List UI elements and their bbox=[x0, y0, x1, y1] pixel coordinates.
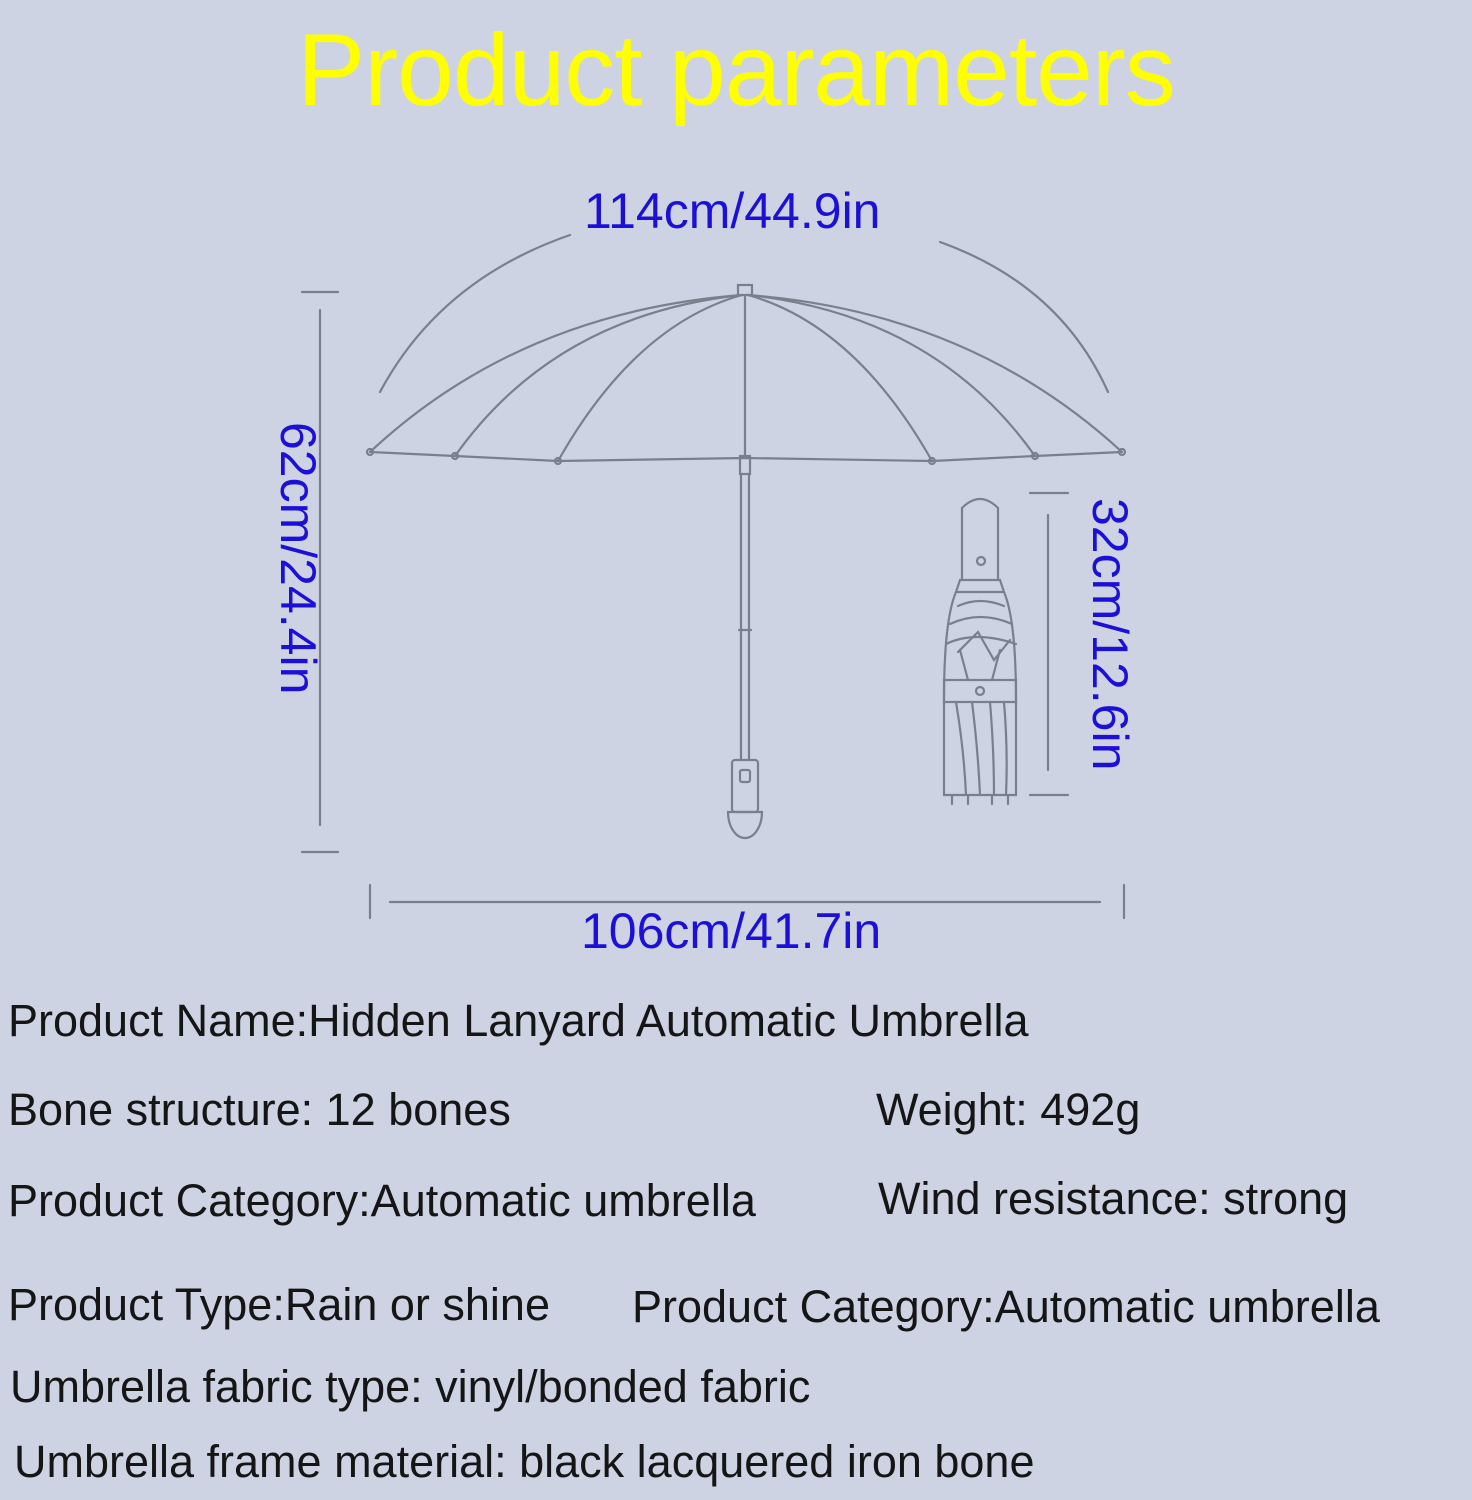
folded-fold bbox=[950, 617, 1012, 624]
folded-fold bbox=[1004, 702, 1007, 795]
canopy-arc-label: 114cm/44.9in bbox=[584, 183, 881, 239]
spec-wind-resistance: Wind resistance: strong bbox=[878, 1173, 1349, 1224]
spec-bone-structure: Bone structure: 12 bones bbox=[8, 1084, 511, 1135]
page-title: Product parameters bbox=[297, 13, 1175, 127]
folded-fold bbox=[956, 702, 966, 795]
canopy-rib bbox=[748, 295, 932, 461]
spec-product-category-2: Product Category:Automatic umbrella bbox=[632, 1281, 1380, 1332]
handle-knob bbox=[728, 812, 762, 838]
open-umbrella bbox=[367, 285, 1125, 838]
folded-umbrella bbox=[944, 499, 1016, 804]
canopy-arc-dimension-right bbox=[940, 242, 1108, 392]
folded-fold bbox=[990, 702, 994, 795]
umbrella-handle bbox=[732, 760, 758, 812]
canopy-rib bbox=[455, 295, 742, 456]
folded-fold bbox=[960, 650, 1000, 680]
folded-length-label: 32cm/12.6in bbox=[1082, 498, 1138, 771]
folded-strap bbox=[944, 680, 1016, 702]
spec-product-category: Product Category:Automatic umbrella bbox=[8, 1175, 756, 1226]
canopy-rib bbox=[748, 295, 1035, 456]
folded-strap-button bbox=[976, 687, 984, 695]
spec-weight: Weight: 492g bbox=[876, 1084, 1141, 1135]
open-width-label: 106cm/41.7in bbox=[581, 903, 882, 959]
folded-fold bbox=[958, 601, 1004, 606]
open-height-label: 62cm/24.4in bbox=[270, 422, 326, 695]
handle-button bbox=[740, 770, 750, 782]
folded-collar bbox=[956, 580, 1004, 592]
canopy-rib bbox=[558, 295, 742, 461]
spec-product-type: Product Type:Rain or shine bbox=[8, 1279, 550, 1330]
spec-frame-material: Umbrella frame material: black lacquered iron bone bbox=[14, 1436, 1035, 1487]
umbrella-tip bbox=[738, 285, 752, 295]
folded-fold bbox=[972, 702, 980, 795]
spec-fabric-type: Umbrella fabric type: vinyl/bonded fabric bbox=[10, 1361, 811, 1412]
folded-handle bbox=[962, 499, 998, 580]
folded-handle-button bbox=[977, 557, 985, 565]
spec-product-name: Product Name:Hidden Lanyard Automatic Umbrella bbox=[8, 995, 1029, 1046]
